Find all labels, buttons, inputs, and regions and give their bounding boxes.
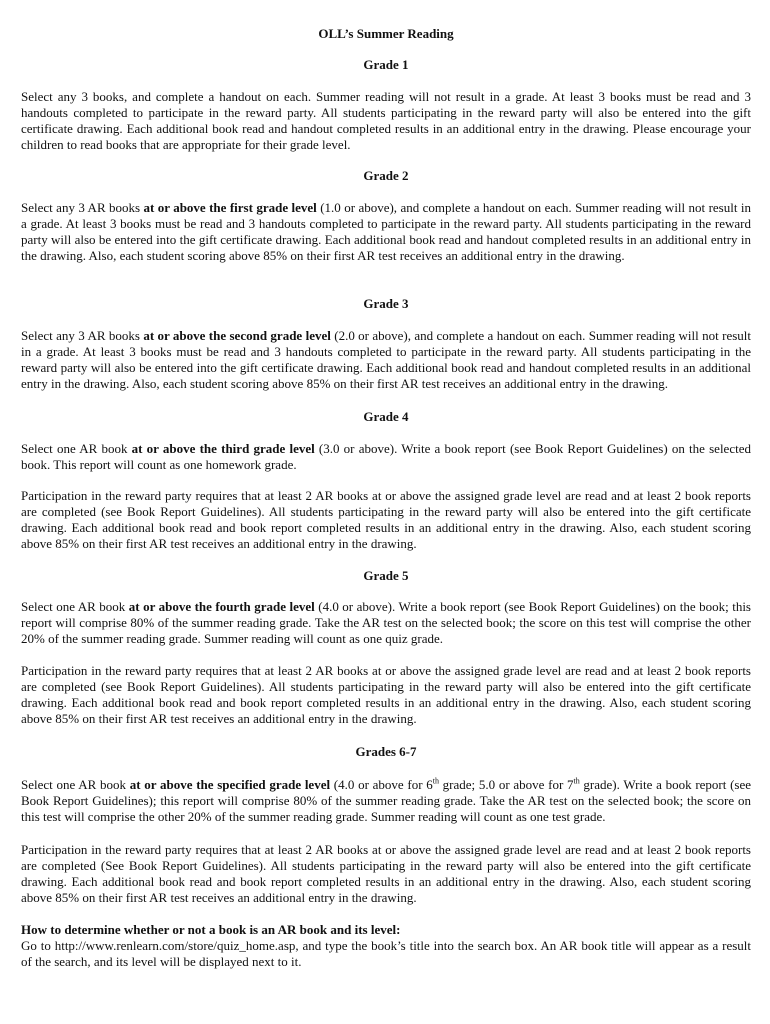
grade-3-paragraph: Select any 3 AR books at or above the second grade level (2.0 or above), and complete a handout on each. Summer reading will not result in a grade. At least 3 books must be read and 3 handouts completed to participate in the reward party. All students participating in the reward party will also be entered into the gift certificate drawing. Each additional book read and handout completed results in an additional entry in the drawing. Also, each student scoring above 85% on their first AR test receives an additional entry in the drawing. [21,328,752,391]
how-to-heading: How to determine whether or not a book is an AR book and its level: [21,922,401,937]
grade-1-heading: Grade 1 [363,57,409,72]
grade-4-paragraph: Select one AR book at or above the third grade level (3.0 or above). Write a book report (see Book Report Guidelines) on the selected book. This report will count as one homework grade. [21,441,751,472]
grade-5-heading: Grade 5 [363,568,409,583]
grade-2-paragraph: Select any 3 AR books at or above the first grade level (1.0 or above), and complete a handout on each. Summer reading will not result in a grade. At least 3 books must be read and 3 handouts completed to participate in the reward party. All students participating in the reward party will also be entered into the gift certificate drawing. Each additional book read and handout completed results in an additional entry in the drawing. Also, each student scoring above 85% on their first AR test receives an additional entry in the drawing. [21,200,751,263]
grade-2-heading: Grade 2 [363,168,409,183]
grades-6-7-level-emphasis: at or above the specified grade level [129,777,331,792]
document-title: OLL’s Summer Reading [318,26,454,41]
grade-4-participation-paragraph: Participation in the reward party requires that at least 2 AR books at or above the assigned grade level are read and at least 2 book reports are completed (see Book Report Guidelines). All students participating in the reward party will also be entered into the gift certificate drawing. Each additional book read and book report completed results in an additional entry in the drawing. Also, each student scoring above 85% on their first AR test receives an additional entry in the drawing. [21,488,751,551]
how-to-text: Go to http://www.renlearn.com/store/quiz_home.asp, and type the book’s title into the search box. An AR book title will appear as a result of the search, and its level will be displayed next to it. [21,938,751,969]
grade-3-level-emphasis: at or above the second grade level [143,328,331,343]
how-to-section [21,922,751,970]
grades-6-7-paragraph: Select one AR book at or above the specified grade level (4.0 or above for 6th grade; 5.0 or above for 7th grade). Write a book report (see Book Report Guidelines); this report will comprise 80% of the summer reading grade. Take the AR test on the selected book; the score on this test will comprise the other 20% of the summer reading grade. Summer reading will count as one test grade. [21,776,751,824]
grade-3-heading: Grade 3 [363,296,409,311]
grade-4-level-emphasis: at or above the third grade level [131,441,315,456]
grade-5-level-emphasis: at or above the fourth grade level [128,599,315,614]
grade-1-paragraph: Select any 3 books, and complete a handout on each. Summer reading will not result in a grade. At least 3 books must be read and 3 handouts completed to participate in the reward party. All students participating in the reward party will also be entered into the gift certificate drawing. Each additional book read and handout completed results in an additional entry in the drawing. Please encourage your children to read books that are appropriate for their grade level. [21,89,751,152]
grade-5-participation-paragraph: Participation in the reward party requires that at least 2 AR books at or above the assigned grade level are read and at least 2 book reports are completed (see Book Report Guidelines). All students participating in the reward party will also be entered into the gift certificate drawing. Each additional book read and book report completed results in an additional entry in the drawing. Also, each student scoring above 85% on their first AR test receives an additional entry in the drawing. [21,663,751,726]
grade-4-heading: Grade 4 [363,409,409,424]
grades-6-7-participation-paragraph: Participation in the reward party requires that at least 2 AR books at or above the assigned grade level are read and at least 2 book reports are completed (See Book Report Guidelines). All students participating in the reward party will also be entered into the gift certificate drawing. Each additional book read and book report completed results in an additional entry in the drawing. Also, each student scoring above 85% on their first AR test receives an additional entry in the drawing. [21,842,751,905]
grades-6-7-heading: Grades 6-7 [355,744,417,759]
grade-2-level-emphasis: at or above the first grade level [143,200,317,215]
grade-5-paragraph: Select one AR book at or above the fourth grade level (4.0 or above). Write a book report (see Book Report Guidelines) on the book; this report will comprise 80% of the summer reading grade. Take the AR test on the selected book; the score on this test will comprise the other 20% of the summer reading grade. Summer reading will count as one quiz grade. [21,599,751,646]
